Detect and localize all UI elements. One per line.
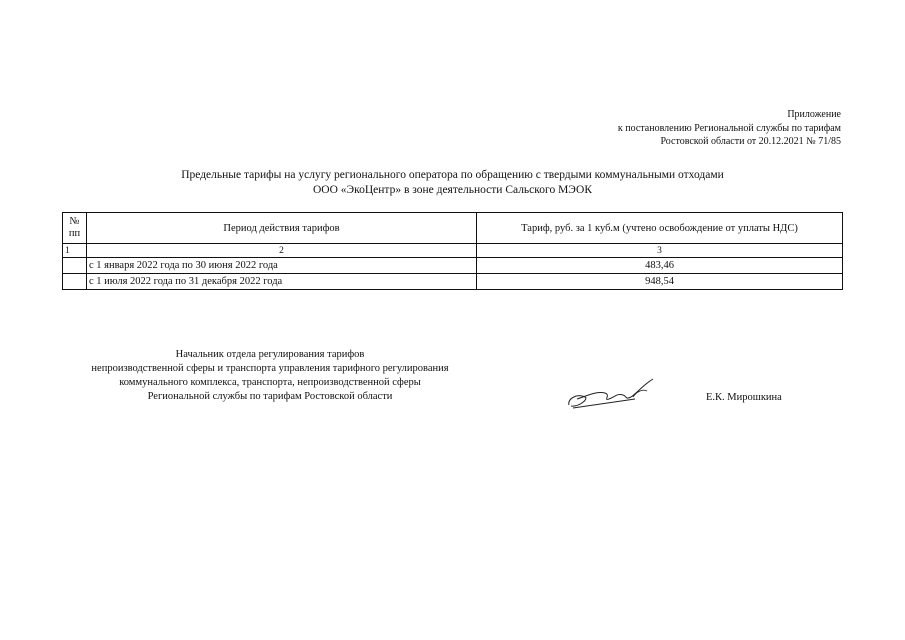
appendix-resolution: к постановлению Региональной службы по тарифам xyxy=(617,122,841,134)
header-period: Период действия тарифов xyxy=(87,213,477,244)
index-cell-3: 3 xyxy=(477,244,843,258)
document-title-line-1: Предельные тарифы на услугу регионального оператора по обращению с твердыми коммунальными отходами xyxy=(181,169,724,181)
index-cell-2: 2 xyxy=(87,244,477,258)
signatory-position-line-3: коммунального комплекса, транспорта, непроизводственной сферы xyxy=(119,377,421,388)
header-number-abbr: пп xyxy=(68,228,81,239)
signer-name: Е.К. Мирошкина xyxy=(706,392,782,403)
header-number xyxy=(63,213,87,244)
table-index-row xyxy=(63,244,843,258)
row-tariff-cell: 948,54 xyxy=(477,274,843,290)
document-title xyxy=(0,168,905,197)
signature-stroke-main xyxy=(577,379,653,399)
signature-stroke-underline xyxy=(573,399,635,408)
table-row xyxy=(63,274,843,290)
signatory-position xyxy=(60,348,480,404)
row-number-cell xyxy=(63,258,87,274)
signatory-position-line-4: Региональной службы по тарифам Ростовской области xyxy=(147,391,393,402)
signatory-position-line-2: непроизводственной сферы и транспорта управления тарифного регулирования xyxy=(91,363,449,374)
tariff-table xyxy=(62,212,843,290)
table-header-row xyxy=(63,213,843,244)
appendix-date-number: Ростовской области от 20.12.2021 № 71/85 xyxy=(660,136,841,147)
appendix-label: Приложение xyxy=(787,109,841,120)
table-row xyxy=(63,258,843,274)
row-tariff-cell: 483,46 xyxy=(477,258,843,274)
row-period-cell: с 1 июля 2022 года по 31 декабря 2022 года xyxy=(87,274,477,290)
header-number-symbol: № xyxy=(69,216,80,227)
handwritten-signature xyxy=(563,375,661,411)
document-title-line-2: ООО «ЭкоЦентр» в зоне деятельности Сальского МЭОК xyxy=(312,183,593,196)
index-cell-1: 1 xyxy=(63,244,87,258)
appendix-header xyxy=(461,108,841,149)
signatory-position-line-1: Начальник отдела регулирования тарифов xyxy=(175,349,365,360)
header-tariff: Тариф, руб. за 1 куб.м (учтено освобождение от уплаты НДС) xyxy=(477,213,843,244)
row-period-cell: с 1 января 2022 года по 30 июня 2022 года xyxy=(87,258,477,274)
row-number-cell xyxy=(63,274,87,290)
